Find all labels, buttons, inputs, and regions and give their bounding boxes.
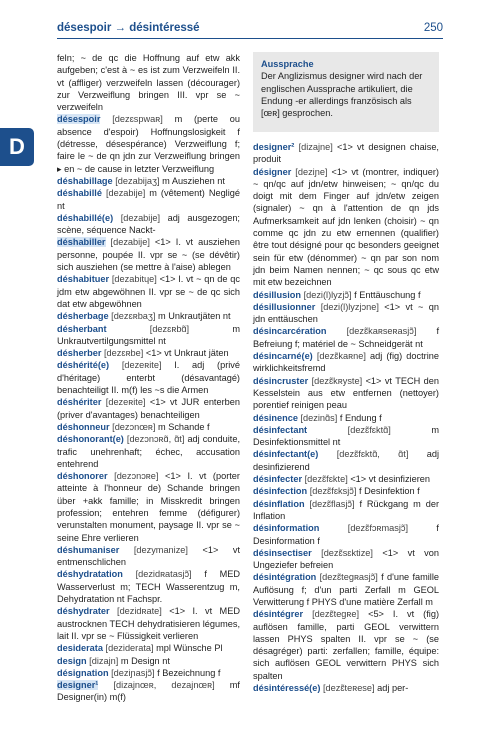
entry-headword: désincarné(e) — [253, 351, 313, 362]
entry-pronunciation: [dezɛ̃fɛksjɔ̃] — [309, 486, 357, 497]
entry-pronunciation: [dezɛʀbe] — [104, 348, 144, 359]
entry-definition: <1> vt desinfizieren — [350, 474, 430, 485]
page-number: 250 — [423, 22, 443, 34]
info-box — [253, 52, 439, 132]
dictionary-entry — [253, 448, 439, 473]
entry-pronunciation: [dezɛ̃teʀese] — [322, 683, 375, 694]
entry-headword: désinflation — [253, 498, 305, 509]
entry-continuation: feln; ~ de qc die Hoffnung auf etw akk aufgeben; c'est à ~ es ist zum Verzweifeln II. vt (affliger) verzweifeln lassen (décourager) zur Verzweiflung bringen III. vpr se ~ verzweifeln — [57, 53, 240, 113]
dictionary-entry — [253, 141, 439, 166]
dictionary-entry — [253, 375, 439, 412]
entry-headword: déshonorer — [57, 471, 108, 482]
dictionary-entry — [57, 273, 240, 310]
dictionary-entry — [253, 571, 439, 608]
dictionary-entry — [57, 187, 240, 212]
entry-pronunciation: [deziɲasjɔ̃] — [111, 667, 155, 678]
entry-definition: m Unkrautvertilgungsmittel nt — [57, 323, 240, 346]
entry-pronunciation: [dezɛ̃fɛktɑ̃, ɑ̃t] — [336, 449, 409, 460]
dictionary-entry — [253, 473, 439, 485]
entry-headword: désinformation — [253, 523, 320, 534]
entry-headword: designer² — [253, 142, 295, 152]
dictionary-entry — [57, 568, 240, 605]
entry-headword: désincarcération — [253, 326, 327, 337]
entry-pronunciation: [dezɛ̃flasjɔ̃] — [309, 498, 355, 509]
entry-definition: <1> vt von Ungeziefer befreien — [253, 547, 439, 571]
entry-pronunciation: [dezɛ̃kaʀseʀasjɔ̃] — [346, 326, 417, 337]
dictionary-entry — [57, 667, 240, 679]
entry-definition: <5> I. vt (fig) auflösen famille, parti GEOL verwittern lassen PHYS spalten II. vpr se ~ (se désagréger) parti: zerfallen; famille, équipe: sich auflösen GEOL verwittern PHYS sich spalten — [253, 609, 440, 681]
entry-definition: m Schande f — [157, 421, 210, 432]
entry-headword: désigner — [253, 166, 292, 177]
dictionary-entry — [57, 113, 240, 174]
dictionary-entry — [57, 52, 240, 113]
entry-pronunciation: [dezɛ̃fɔʀmasjɔ̃] — [347, 523, 409, 534]
entry-definition: <1> vt designen chaise, produit — [253, 142, 439, 165]
entry-headword: désespoir — [57, 114, 101, 125]
entry-definition: f Desinformation f — [253, 523, 439, 546]
entry-definition: <1> I. vt MED austrocknen TECH dehydratisieren légumes, lait II. vpr se ~ Flüssigkeit verlieren — [57, 606, 240, 641]
entry-definition: adj ausgezogen; scène, séquence Nackt- — [57, 212, 240, 236]
dictionary-entry — [253, 424, 439, 449]
entry-headword: désintégrer — [253, 609, 304, 620]
entry-headword: déshérité(e) — [57, 360, 110, 371]
dictionary-entry — [57, 396, 240, 421]
entry-headword: désinfectant(e) — [253, 449, 319, 460]
entry-pronunciation: [dezabije] — [105, 188, 146, 199]
dictionary-entry — [57, 323, 240, 348]
entry-headword: désillusion — [253, 289, 301, 300]
entry-pronunciation: [dezidʀatasjɔ̃] — [135, 569, 192, 580]
entry-definition: mf Designer(in) m(f) — [57, 680, 240, 703]
dictionary-entry — [57, 359, 240, 396]
dictionary-entry — [57, 642, 240, 654]
entry-pronunciation: [dezɔnœʀ] — [112, 421, 156, 432]
entry-headword: déshumaniser — [57, 544, 120, 555]
dictionary-entry — [57, 605, 240, 642]
entry-definition: <1> I. vt ausziehen personne, poupée II. vpr se ~ (se dévêtir) sich ausziehen (se mettre à l'aise) ablegen — [57, 237, 240, 273]
entry-definition: adj conduite, trafic unehrenhaft; échec, accusation entehrend — [57, 434, 240, 469]
dictionary-entry — [57, 310, 240, 322]
entry-definition: m Unkrautjäten nt — [158, 311, 231, 322]
entry-definition: I. adj (privé d'héritage) enterbt (désavantagé) benachteiligt II. m(f) les ~s die Armen — [57, 360, 240, 396]
entry-headword: désincruster — [253, 375, 309, 386]
entry-definition: f Rückgang m der Inflation — [253, 498, 439, 521]
dictionary-entry — [253, 498, 439, 523]
page-header — [0, 0, 483, 40]
dictionary-entry — [57, 421, 240, 433]
entry-headword: désinence — [253, 412, 298, 423]
entry-pronunciation: [dezɛʀbaʒ] — [111, 311, 156, 322]
dictionary-entry — [253, 522, 439, 547]
entry-pronunciation: [dezi(l)lyzjɔne] — [320, 301, 379, 312]
entry-pronunciation: [dezabitɥe] — [111, 274, 157, 285]
entry-definition: <1> I. vt ~ qn de qc jdm etw abgewöhnen II. vpr se ~ de qc sich dat etw abgewöhnen — [57, 274, 240, 309]
entry-headword: désinfection — [253, 486, 308, 497]
entry-pronunciation: [dezɛ̃tegʀasjɔ̃] — [319, 572, 378, 583]
entry-pronunciation: [dezɛ̃sɛktize] — [321, 547, 373, 558]
entry-headword: déshabillé — [57, 188, 102, 199]
dictionary-entry — [253, 289, 439, 301]
entry-definition: adj per- — [377, 683, 409, 694]
entry-definition: f Befreiung f; matériel de ~ Schneidgerät nt — [253, 326, 439, 349]
entry-pronunciation: [dizajnœʀ, dezajnœʀ] — [113, 680, 215, 691]
entry-definition: m Ausziehen nt — [162, 175, 225, 186]
dictionary-entry — [253, 412, 439, 424]
dictionary-entry — [253, 350, 439, 375]
entry-headword: désherber — [57, 348, 102, 359]
entry-definition: m (perte ou absence d'espoir) Hoffnungslosigkeit f (détresse, désespérance) Verzweiflung f; faire le ~ de qn jdn zur Verzweiflung bringen ▸ en ~ de cause in letzter Verzweiflung — [57, 114, 241, 174]
entry-definition: m Desinfektionsmittel nt — [253, 424, 439, 448]
entry-pronunciation: [dezɛ̃kʀyste] — [311, 375, 363, 386]
entry-pronunciation: [dezɔnɔʀe] — [114, 471, 159, 482]
entry-headword: désintégration — [253, 572, 317, 583]
entry-headword: déshonneur — [57, 421, 110, 432]
entry-pronunciation: [deziderata] — [105, 643, 154, 654]
entry-headword: désherbant — [57, 323, 107, 334]
entry-headword: déshériter — [57, 397, 102, 408]
letter-thumb-tab: D — [0, 128, 34, 166]
entry-definition: f Bezeichnung f — [157, 667, 221, 678]
entry-headword: désignation — [57, 667, 109, 678]
entry-pronunciation: [dezabijaʒ] — [115, 175, 160, 186]
header-rule — [57, 38, 443, 39]
dictionary-entry — [253, 325, 439, 350]
dictionary-entry — [57, 175, 240, 187]
entry-headword: désinfecter — [253, 474, 303, 485]
entry-definition: m Design nt — [120, 655, 170, 666]
entry-headword: désintéressé(e) — [253, 683, 321, 694]
dictionary-entry — [57, 470, 240, 544]
right-column — [253, 141, 439, 694]
entry-pronunciation: [dezɔnɔʀɑ̃, ɑ̃t] — [126, 434, 185, 445]
entry-definition: f d'une famille Auflösung f; d'un parti Zerfall m GEOL Verwitterung f PHYS d'une matière Zerfall m — [253, 572, 439, 607]
entry-pronunciation: [dezɛ̃kaʀne] — [316, 351, 366, 362]
entry-definition: f Enttäuschung f — [354, 289, 421, 300]
entry-definition: f MED Wasserverlust m; TECH Wasserentzug m, Dehydratation nt Fachspr. — [57, 569, 240, 605]
dictionary-entry — [253, 547, 439, 572]
entry-pronunciation: [dezabije] — [120, 212, 161, 223]
dictionary-entry — [253, 485, 439, 497]
entry-pronunciation: [dezɛ̃fɛkte] — [304, 474, 348, 485]
entry-pronunciation: [dezeʀite] — [121, 360, 162, 371]
running-head: désespoir → désintéressé — [57, 22, 200, 34]
entry-headword: désinsectiser — [253, 547, 312, 558]
entry-headword: déshabillé(e) — [57, 212, 114, 223]
entry-pronunciation: [deziɲe] — [295, 166, 328, 177]
entry-pronunciation: [dezɛ̃fɛktɑ̃] — [347, 424, 391, 435]
entry-pronunciation: [dezinɑ̃s] — [300, 412, 338, 423]
dictionary-entry — [253, 682, 439, 694]
entry-headword: déshabillage — [57, 175, 113, 186]
dictionary-entry — [57, 212, 240, 237]
entry-definition: mpl Wünsche Pl — [156, 643, 223, 654]
entry-headword: désinfectant — [253, 424, 308, 435]
dictionary-entry — [57, 433, 240, 470]
entry-pronunciation: [dezɛʀbɑ̃] — [149, 323, 190, 334]
dictionary-entry — [253, 301, 439, 326]
entry-definition: f Endung f — [339, 412, 382, 423]
entry-definition: <1> I. vt (porter atteinte à l'honneur de) Schande bringen über +akk famille; in Misskredit bringen profession; entehren femme (défigurer) verunstalten monument, paysage II. vpr se ~ seine Ehre verlieren — [57, 471, 240, 543]
entry-definition: <1> vt TECH den Kesselstein aus etw entfernen (nettoyer) porentief reinigen peau — [253, 375, 439, 411]
entry-pronunciation: [dezɛspwaʀ] — [112, 114, 163, 125]
dictionary-entry — [253, 166, 439, 289]
entry-definition: <1> vt Unkraut jäten — [145, 348, 229, 359]
entry-pronunciation: [dezɛ̃tegʀe] — [312, 609, 360, 620]
entry-pronunciation: [dezidʀate] — [117, 606, 162, 617]
entry-headword: déshydrater — [57, 606, 110, 617]
dictionary-entry — [253, 608, 439, 682]
entry-definition: <1> vt ~ qn jdn enttäuschen — [253, 301, 439, 325]
entry-definition: m (vêtement) Negligé nt — [57, 188, 240, 211]
entry-definition: adj (fig) doctrine wirklichkeitsfremd — [253, 351, 439, 374]
info-box-text: Der Anglizismus designer wird nach der englischen Aussprache artikuliert, die Endung -er allerdings französisch als [œʀ] gesprochen. — [261, 71, 423, 119]
dictionary-entry — [57, 679, 240, 704]
dictionary-entry — [57, 347, 240, 359]
entry-pronunciation: [dezeʀite] — [105, 397, 146, 408]
left-column — [57, 52, 240, 704]
entry-pronunciation: [dizajn] — [89, 655, 119, 666]
entry-headword: désillusionner — [253, 301, 316, 312]
entry-headword: déshonorant(e) — [57, 434, 124, 445]
entry-pronunciation: [dezymanize] — [133, 544, 188, 555]
entry-definition: <1> vt entmenschlichen — [57, 544, 241, 568]
entry-pronunciation: [dezi(l)lyzjɔ̃] — [303, 289, 352, 300]
entry-headword: déshabiller — [57, 237, 106, 248]
entry-headword: designer¹ — [57, 680, 99, 691]
entry-definition: <1> vt (montrer, indiquer) ~ qn/qc auf jdn/etw hinweisen; ~ qn/qc du doigt mit dem Finger auf jdn/etw zeigen (signaler) ~ qn à l'attention de qn jds Aufmerksamkeit auf jdn lenken (choisir) ~ qn comme qc jdn zu etw ernennen (qualifier) être tout désigné pour qc besonders geeignet sein für etw (dénommer) ~ qn par son nom jdn beim Namen nennen; ~ qc sous qc etw mit etw bezeichnen — [253, 166, 439, 288]
entry-definition: <1> vt JUR enterben (priver d'avantages) benachteiligen — [57, 397, 240, 420]
entry-pronunciation: [dezabije] — [110, 237, 150, 248]
entry-headword: déshabituer — [57, 274, 110, 285]
entry-headword: desiderata — [57, 643, 103, 654]
info-box-title: Aussprache — [261, 59, 314, 69]
dictionary-entry — [57, 544, 240, 569]
entry-headword: déshydratation — [57, 569, 123, 580]
dictionary-entry — [57, 655, 240, 667]
entry-pronunciation: [dizajne] — [298, 142, 333, 152]
entry-definition: f Desinfektion f — [358, 486, 420, 497]
entry-definition: adj desinfizierend — [253, 449, 440, 472]
entry-headword: design — [57, 655, 87, 666]
entry-headword: désherbage — [57, 311, 109, 322]
dictionary-entry — [57, 236, 240, 273]
